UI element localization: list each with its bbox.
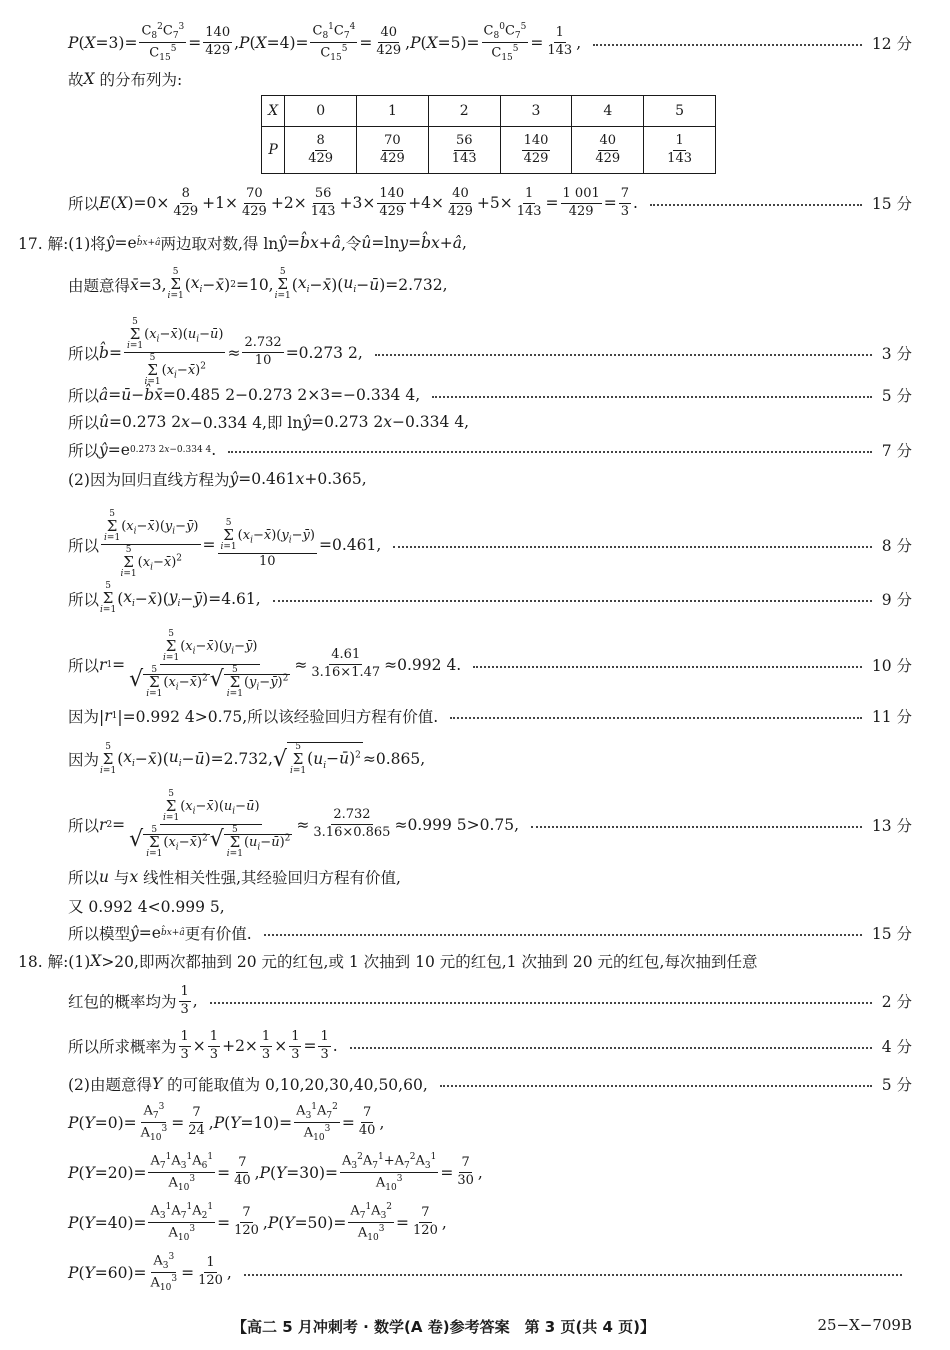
line-r1-judge: 因为| r 1 |=0.992 4>0.75,所以该经验回归方程有价值. 11 分 — [68, 707, 912, 726]
dot-leader — [210, 1002, 872, 1004]
line-q17: 17. 解:(1)将 ŷ =e b̂x+â 两边取对数,得 ln ŷ = b̂x + â ,令 û =ln y = b̂x + â , — [18, 234, 467, 253]
score: 4 分 — [881, 1038, 912, 1057]
table-cell: $\frac{1}{143}$ — [644, 127, 716, 174]
line-q18: 18. 解:(1) X >20,即两次都抽到 20 元的红包,或 1 次抽到 10 元的红包,1 次抽到 20 元的红包,每次抽到任意 — [18, 952, 758, 971]
table-row — [262, 127, 716, 174]
table-cell: 4 — [572, 96, 644, 127]
dot-leader — [450, 717, 862, 719]
dot-leader — [244, 1274, 902, 1276]
line-q18-prob: 所以所求概率为 $\frac{1}{3}$ × $\frac{1}{3}$ +2× $\frac{1}{3}$ × $\frac{1}{3}$ = $\frac{1}{3}$ . 4 分 — [68, 1029, 912, 1062]
line-q18-2: (2)由题意得 Y 的可能取值为 0,10,20,30,40,50,60, 5 分 — [68, 1075, 912, 1094]
line-sxy: 所以 5 Σ i=1 ( $x_i$ − x̄ )( $y_i$ − ȳ )=4.61, 9 分 — [68, 581, 912, 615]
table-cell: 5 — [644, 96, 716, 127]
score: 8 分 — [881, 536, 912, 555]
table-cell: 1 — [357, 96, 429, 127]
page-footer: 【高二 5 月冲刺考 · 数学(A 卷)参考答案 第 3 页(共 4 页)】 — [232, 1318, 656, 1336]
score: 10 分 — [871, 656, 912, 675]
line-ex: 所以 E ( X )=0× $\frac{8}{429}$ +1× $\frac{70}{429}$ +2× $\frac{56}{143}$ +3× $\frac{140}{429}$ +4× $\frac{40}{429}$ +5× $\frac{1}{143}$ = $\frac{1 001}{429}$ = $\frac{7}{3}$ . 15 分 — [68, 186, 912, 219]
score: 15 分 — [871, 925, 912, 943]
line-dist-intro: 故 X 的分布列为: — [68, 70, 183, 89]
table-cell: $\frac{70}{429}$ — [357, 127, 429, 174]
dot-leader — [375, 354, 872, 356]
line-py20: P ( Y =20)= $\frac{A_7^1A_3^1A_6^1}{A_{10}^3}$ = $\frac{7}{40}$ , P ( Y =30)= $\frac{A_3^2A_7^1+A_7^2A_3^1}{A_{10}^3}$ = $\frac{7}{30}$ , — [68, 1152, 483, 1194]
dot-leader — [350, 1047, 872, 1049]
table-cell: 3 — [500, 96, 572, 127]
page-code: 25−X−709B — [817, 1316, 912, 1334]
dot-leader — [273, 600, 872, 602]
dot-leader — [473, 666, 862, 668]
dot-leader — [393, 546, 871, 548]
table-row — [262, 96, 716, 127]
line-slope: 所以 5 Σ i=1 $(x_i-x̄)(y_i-ȳ)$ 5 Σ i=1 $(x_i-x̄)^2$ = 5 Σ i=1 $(x_i-x̄)(y_i-ȳ)$ 10 =0.461, 8 分 — [68, 509, 912, 579]
score: 12 分 — [871, 34, 912, 53]
line-r2: 所以 r 2 = 5 Σ i=1 $(x_i-x̄)(u_i-ū)$ √ 5 Σ i=1 $(x_i-x̄)^2√$ 5 Σ i=1 $(u_i-ū)^2$ ≈ $\frac{2.732}{3.16\times 0.865}$ ≈0.999 5>0.75, 13 分 — [68, 789, 912, 859]
dot-leader — [593, 44, 862, 46]
dot-leader — [264, 934, 862, 936]
table-cell: $\frac{40}{429}$ — [572, 127, 644, 174]
score: 3 分 — [881, 344, 912, 363]
score: 7 分 — [881, 442, 912, 460]
dot-leader — [650, 204, 862, 206]
line-u-strong: 所以 u 与 x 线性相关性强,其经验回归方程有价值, — [68, 868, 401, 887]
line-py60: P ( Y =60)= $\frac{A_3^3}{A_{10}^3}$ = $\frac{1}{120}$ , — [68, 1252, 912, 1294]
score: 15 分 — [871, 195, 912, 214]
score: 11 分 — [871, 708, 912, 726]
line-given2: 因为 5 Σ i=1 ( $x_i$ − x̄ )( $u_i$ − ū )=2.732, √ 5 Σ i=1 $(u_i-ū)^2$ ≈0.865, — [68, 741, 426, 776]
dot-leader — [440, 1085, 872, 1087]
score: 13 分 — [871, 816, 912, 835]
dot-leader — [228, 451, 871, 453]
line-px345: P ( X =3)= $\frac{C_8^2C_7^3}{C_{15}^5}$ = $\frac{140}{429}$ , P ( X =4)= $\frac{C_8^1C_7^4}{C_{15}^5}$ = $\frac{40}{429}$ , P ( X =5)= $\frac{C_8^0C_7^5}{C_{15}^5}$ = $\frac{1}{143}$ , 12 分 — [68, 22, 912, 64]
table-cell: $\frac{140}{429}$ — [500, 127, 572, 174]
distribution-table — [261, 95, 716, 174]
line-a-hat: 所以 â = ū − b̂x̄ =0.485 2−0.273 2×3=−0.334 4, 5 分 — [68, 386, 912, 405]
table-cell: P — [262, 127, 285, 174]
score: 5 分 — [881, 1076, 912, 1094]
dot-leader — [531, 826, 862, 828]
table-cell: X — [262, 96, 285, 127]
line-y-hat: 所以 ŷ =e 0.273 2x−0.334 4 . 7 分 — [68, 441, 912, 460]
table-cell: $\frac{56}{143}$ — [428, 127, 500, 174]
score: 5 分 — [881, 387, 912, 405]
line-q18-cont: 红包的概率均为 $\frac{1}{3}$ , 2 分 — [68, 984, 912, 1017]
score: 9 分 — [881, 590, 912, 609]
line-u-hat: 所以 û =0.273 2 x −0.334 4,即 ln ŷ =0.273 2 x −0.334 4, — [68, 413, 470, 432]
line-model: 所以模型 ŷ =e b̂x+â 更有价值. 15 分 — [68, 924, 912, 943]
line-q17-given: 由题意得 x̄ =3, 5 Σ i=1 ( $x_i$ − x̄ ) 2 =10, 5 Σ i=1 ( $x_i$ − x̄ )( $u_i$ − ū )=2.732, — [68, 267, 448, 301]
line-py0: P ( Y =0)= $\frac{A_7^3}{A_{10}^3}$ = $\frac{7}{24}$ , P ( Y =10)= $\frac{A_3^1A_7^2}{A_{10}^3}$ = $\frac{7}{40}$ , — [68, 1102, 385, 1144]
dot-leader — [432, 396, 872, 398]
line-b-hat: 所以 b̂ = 5 Σ i=1 $(x_i-x̄)(u_i-ū)$ 5 Σ i=1 $(x_i-x̄)^2$ ≈ $\frac{2.732}{10}$ =0.273 2, 3 分 — [68, 317, 912, 387]
line-compare: 又 0.992 4<0.999 5, — [68, 898, 225, 916]
score: 2 分 — [881, 993, 912, 1012]
line-py40: P ( Y =40)= $\frac{A_3^1A_7^1A_2^1}{A_{10}^3}$ = $\frac{7}{120}$ , P ( Y =50)= $\frac{A_7^1A_3^2}{A_{10}^3}$ = $\frac{7}{120}$ , — [68, 1202, 447, 1244]
table-cell: 0 — [285, 96, 357, 127]
line-q17-2: (2)因为回归直线方程为 ŷ =0.461 x +0.365, — [68, 470, 367, 489]
table-cell: $\frac{8}{429}$ — [285, 127, 357, 174]
table-cell: 2 — [428, 96, 500, 127]
line-r1: 所以 r 1 = 5 Σ i=1 $(x_i-x̄)(y_i-ȳ)$ √ 5 Σ i=1 $(x_i-x̄)^2√$ 5 Σ i=1 $(y_i-ȳ)^2$ ≈ $\frac{4.61}{3.16\times 1.47}$ ≈0.992 4. 10 分 — [68, 629, 912, 699]
